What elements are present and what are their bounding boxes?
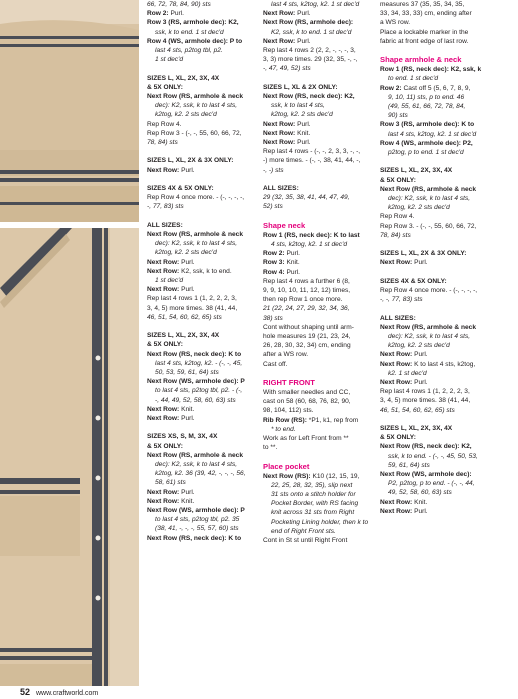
pattern-line-lead: Next Row: [380,498,413,506]
pattern-line-lead: Next Row: [147,405,180,413]
pattern-line: Next Row (WS, armhole dec): P [147,507,245,515]
pattern-line: ssk, k to end. - (-, -, 45, 50, 53, [388,452,478,460]
pattern-line: Next Row: K to last 4 sts, k2tog, [380,360,476,368]
pattern-line: 46, 51, 54, 60, 62, 65) sts [147,313,222,321]
pattern-line-lead: Next Row: [147,267,180,275]
pattern-line: end of Right Front sts. [271,527,336,535]
pattern-line: SIZES XS, S, M, 3X, 4X [147,433,218,441]
pattern-line: Rep Row 4. [147,120,182,128]
pattern-line: k2tog, k2. 2 sts dec'd [388,342,450,350]
pattern-line: 46, 51, 54, 60, 62, 65) sts [380,406,455,414]
pattern-line: & 5X ONLY: [147,442,183,450]
pattern-line: Row 2: Purl. [263,250,301,258]
pattern-line [147,322,255,331]
pattern-line: Shape armhole & neck [380,55,462,65]
pattern-line: Next Row (RS, neck dec): K to [147,534,242,542]
sleeve-cuff-photo [0,0,139,222]
pattern-line: dec): K2, ssk, k to last 4 sts, [388,195,471,203]
pattern-line: 38) sts [263,314,283,322]
pattern-line: Next Row (RS, neck dec): K2, [263,93,355,101]
pattern-column-2 [263,0,371,545]
pattern-line: 9, 9, 10, 10, 11, 12, 12) times, [263,287,351,295]
pattern-line: SIZES L, XL, 2X, 3X, 4X [147,332,220,340]
pattern-line: 1 st dec'd [155,56,184,64]
pattern-line: dec): K2, ssk, k to last 4 sts, [155,240,238,248]
pattern-line: then rep Row 1 once more. [263,296,343,304]
pattern-line: Place pocket [263,461,310,471]
pattern-line: p2tog, p to end. 1 st dec'd [388,149,464,157]
pattern-line: k2tog, k2. 2 sts dec'd [155,111,217,119]
pattern-line-lead: Next Row: [147,258,180,266]
pattern-line: -, 44, 49, 52, 58, 60, 63) sts [155,396,236,404]
pattern-line: SIZES L, XL, 2X, 3X, 4X [147,74,220,82]
pattern-line-lead: Next Row: [147,497,180,505]
pattern-line: 90) sts [388,112,408,120]
pattern-line: Row 3 (RS, armhole dec): K2, [147,19,239,27]
pattern-line: ALL SIZES: [147,221,183,229]
pattern-line: With smaller needles and CC, [263,389,351,397]
pattern-line: 4 sts, k2tog, k2. 1 st dec'd [271,241,348,249]
pattern-line-lead: Next Row: [263,10,296,18]
pattern-line: Next Row: Purl. [263,139,311,147]
pattern-line: to end. 1 st dec'd [388,75,439,83]
pattern-line: Next Row: Purl. [380,507,428,515]
pattern-line: dec): K2, ssk, k to last 4 sts, [155,461,238,469]
pattern-line: 21 (22, 24, 27, 29, 32, 34, 36, [263,305,350,313]
pattern-line [263,175,371,184]
pattern-line: 9, 10, 11) sts, p to end. 46 [388,93,465,101]
pattern-line: last 4 sts, p2tog tbl, p2. [155,47,223,55]
pattern-line-lead: Next Row: [263,120,296,128]
pattern-line: SIZES L, XL, 2X, 3X, 4X [380,167,453,175]
pattern-line-lead: Next Row: [263,129,296,137]
pattern-line: -, 77, 83) sts [147,203,184,211]
pattern-line: Pocketing Lining holder, then k to [271,518,369,526]
pattern-line: & 5X ONLY: [380,434,416,442]
pattern-line: fabric at front edge of last row. [380,37,469,45]
pattern-line: 52) sts [263,203,283,211]
pattern-line-lead: Next Row: [380,351,413,359]
pattern-line: Next Row (RS, armhole & neck [380,185,476,193]
pattern-line: Row 3 (RS, armhole dec): K to [380,121,475,129]
pattern-line: to last 4 sts, p2tog tbl, p2. - (-, [155,387,243,395]
page-number: 52 [20,687,31,697]
pattern-line [380,240,490,249]
pattern-line: after a WS row. [263,351,309,359]
pattern-line: dec): K2, ssk, k to last 4 sts, [388,333,471,341]
pattern-line: Cont without shaping until arm- [263,323,354,331]
pattern-line: 3, 4, 5) more times. 38 (41, 44, [147,304,238,312]
pattern-line: Next Row: Knit. [380,498,428,506]
pattern-line: measures 37 (35, 35, 34, 35, [380,1,465,8]
pattern-line: Place a lockable marker in the [380,28,469,36]
pattern-line: Next Row: Knit. [147,497,195,505]
pattern-line: dec): K2, ssk, k to last 4 sts, [155,102,238,110]
pattern-line [147,64,255,73]
pattern-line: ssk, k to end. 1 st dec'd [155,28,224,36]
pattern-line: Row 1 (RS, neck dec): K2, ssk, k [380,66,482,74]
pattern-line: Next Row (RS, neck dec): K to [147,350,242,358]
pattern-line: Next Row (RS, armhole dec): [263,19,354,27]
pattern-line: to last 4 sts, p2tog tbl, p2. 35 [155,516,240,524]
pattern-line-lead: Row 2: [263,250,285,258]
pattern-line: Rep last 4 rows a further 6 (8, [263,277,350,285]
pattern-line: & 5X ONLY: [147,341,183,349]
pattern-line [380,268,490,277]
pattern-line-lead: Row 3: [263,259,285,267]
pattern-line: k2tog, k2. 2 sts dec'd [388,204,450,212]
pattern-line: & 5X ONLY: [380,176,416,184]
pattern-line-lead: Rib Row (RS): [263,416,307,424]
pattern-line: Rep Row 4 once more. - (-, -, -, -, [147,194,245,202]
pattern-line: k2. 1 st dec'd [388,369,427,377]
pattern-line: hole measures 19 (21, 23, 24, [263,333,351,341]
page-footer [20,687,98,697]
pattern-line-lead: Next Row: [380,507,413,515]
pattern-line: 33, 34, 33, 33) cm, ending after [380,10,472,18]
pattern-line: 3, 3) more times. 29 (32, 35, -, -, [263,56,358,64]
pattern-line: Next Row (RS): K10 (12, 15, 19, [263,472,360,480]
pattern-line: last 4 sts, k2tog, k2. - (-, -, 45, [155,359,243,367]
pattern-line: Rep Row 4. [380,213,415,221]
pattern-line: ssk, k to last 4 sts, [271,102,325,110]
pattern-line: Rep last 4 rows 2 (2, 2, -, -, -, 3, [263,47,356,55]
pattern-line: Next Row: Purl. [147,166,195,174]
pattern-line: Next Row (WS, armhole dec): P [147,378,245,386]
pattern-line-lead: Row 2: [380,84,402,92]
pattern-line: Next Row: Purl. [263,10,311,18]
pattern-line: Next Row: Purl. [380,379,428,387]
pattern-line: SIZES L, XL, 2X & 3X ONLY: [380,250,467,258]
pattern-line: SIZES L, XL & 2X ONLY: [263,83,338,91]
pattern-line: Next Row: Purl. [380,259,428,267]
pattern-line: last 4 sts, k2tog, k2. 1 st dec'd [271,1,360,8]
pattern-line: 26, 28, 30, 32, 34) cm, ending [263,342,351,350]
pattern-line-lead: Next Row: [147,415,180,423]
pattern-column-3 [380,0,490,516]
pattern-line: ALL SIZES: [263,185,299,193]
pattern-line [380,46,490,55]
pattern-line-lead: Next Row: [147,286,180,294]
pattern-line: 29 (32, 35, 38, 41, 44, 47, 49, [263,194,350,202]
pattern-line: Shape neck [263,220,306,230]
pattern-line: Row 4 (WS, armhole dec): P to [147,37,243,45]
pattern-line: Next Row (RS, armhole & neck [380,323,476,331]
pattern-line: Row 1 (RS, neck dec): K to last [263,231,360,239]
pattern-line: Cont in St st until Right Front [263,537,348,545]
pattern-line: to **. [263,444,278,452]
photo-strip [0,0,139,686]
pattern-line: Next Row: Knit. [263,129,311,137]
pattern-line: RIGHT FRONT [263,378,315,388]
pattern-line: Row 2: Cast off 5 (5, 6, 7, 8, 9, [380,84,471,92]
pattern-line: Row 4: Purl. [263,268,301,276]
pattern-line: a WS row. [380,19,411,27]
pattern-line: -, -, 77, 83) sts [380,296,423,304]
cardigan-pocket-illustration [0,228,139,686]
pattern-line: knit across 31 sts from Right [271,509,355,517]
site-url: www.craftworld.com [35,690,99,697]
pattern-line [380,157,490,166]
pattern-line: * to end. [271,425,296,433]
pattern-column-1 [147,0,255,543]
pattern-line: Next Row (RS, neck dec): K2, [380,443,472,451]
pattern-line: Next Row: Purl. [147,286,195,294]
pattern-line: Next Row: Purl. [263,120,311,128]
pattern-line [263,452,371,461]
pattern-line: 78, 84) sts [380,231,411,239]
pattern-line: Rep Row 3. - (-, -, 55, 60, 66, 72, [380,222,477,230]
pattern-line: (38, 41, -, -, -, 55, 57, 60) sts [155,525,239,533]
pattern-line: 1 st dec'd [155,277,184,285]
pattern-line: k2tog, k2. 36 (39, 42, -, -, -, 56, [155,470,246,478]
pattern-line: k2tog, k2. 2 sts dec'd [271,111,333,119]
pattern-line-lead: Row 4: [263,268,285,276]
pattern-line: cast on 58 (60, 68, 76, 82, 90, [263,398,351,406]
pattern-line: Rep last 4 rows 1 (1, 2, 2, 2, 3, [380,388,470,396]
pattern-line: Next Row (RS, armhole & neck [147,451,243,459]
pattern-line: 22, 25, 28, 32, 35), slip next [271,481,353,489]
pattern-line: K2, ssk, k to end. 1 st dec'd [271,28,352,36]
pattern-line: Rib Row (RS): *P1, k1, rep from [263,416,359,424]
pattern-line-lead: Next Row: [263,139,296,147]
pattern-line-lead: Next Row: [147,488,180,496]
pattern-line [263,74,371,83]
pattern-line: SIZES 4X & 5X ONLY: [380,277,447,285]
pattern-line: Rep last 4 rows 1 (1, 2, 2, 2, 3, [147,295,237,303]
pattern-line: SIZES L, XL, 2X, 3X, 4X [380,425,453,433]
pattern-line: Next Row: Purl. [147,488,195,496]
pattern-line: Pocket Border, with RS facing [271,500,359,508]
pattern-line [147,147,255,156]
sleeve-cuff-illustration [0,0,139,222]
pattern-line [380,415,490,424]
pattern-line: Next Row: Purl. [263,37,311,45]
pattern-line-lead: Next Row: [263,37,296,45]
pattern-line: SIZES 4X & 5X ONLY: [147,185,214,193]
pattern-line: 49, 52, 58, 60, 63) sts [388,489,452,497]
pattern-line: Next Row (WS, armhole dec): [380,471,472,479]
pattern-line: 66, 72, 78, 84, 90) sts [147,1,211,8]
pattern-line: & 5X ONLY: [147,83,183,91]
pattern-line: ALL SIZES: [380,314,416,322]
pattern-line: Next Row: Knit. [147,405,195,413]
pattern-line-lead: Next Row: [380,360,413,368]
pattern-line: -, -) sts [263,166,284,174]
pattern-line-lead: Row 2: [147,10,169,18]
pattern-line: Next Row: Purl. [380,351,428,359]
pattern-line: SIZES L, XL, 2X & 3X ONLY: [147,157,234,165]
pattern-line: 58, 61) sts [155,479,186,487]
pattern-line: P2, p2tog, p to end. - (-, -, 44, [388,480,475,488]
pattern-line: 59, 61, 64) sts [388,461,430,469]
pattern-line: Cast off. [263,360,288,368]
cardigan-pocket-photo [0,228,139,686]
pattern-line: Row 4 (WS, armhole dec): P2, [380,139,473,147]
pattern-line [263,212,371,221]
pattern-line: 3, 4, 5) more times. 38 (41, 44, [380,397,471,405]
pattern-line: last 4 sts, k2tog, k2. 1 st dec'd [388,130,477,138]
pattern-line: Next Row: K2, ssk, k to end. [147,267,232,275]
pattern-line: 50, 53, 59, 61, 64) sts [155,369,219,377]
pattern-line [263,369,371,378]
pattern-line: Next Row (RS, armhole & neck [147,231,243,239]
pattern-line-lead: Next Row: [380,259,413,267]
pattern-line: Next Row: Purl. [147,258,195,266]
pattern-line: -, 47, 49, 52) sts [263,65,311,73]
pattern-line [147,175,255,184]
pattern-line: Work as for Left Front from ** [263,435,349,443]
pattern-line: -) more times. - (-, -, 38, 41, 44, -, [263,157,361,165]
pattern-line: Row 3: Knit. [263,259,300,267]
pattern-line: Rep Row 3 - (-, -, 55, 60, 66, 72, [147,129,242,137]
pattern-line: k2tog, k2. 2 sts dec'd [155,249,217,257]
pattern-line: Rep Row 4 once more. - (-, -, -, -, [380,287,478,295]
pattern-line-lead: Next Row: [380,379,413,387]
pattern-line: Row 2: Purl. [147,10,185,18]
pattern-line-lead: Next Row (RS): [263,472,311,480]
pattern-line: (49, 55, 61, 66, 72, 78, 84, [388,103,466,111]
pattern-line [147,423,255,432]
pattern-line [380,304,490,313]
pattern-line: 31 sts onto a stitch holder for [271,491,356,499]
pattern-line [147,212,255,221]
pattern-line: 98, 104, 112) sts. [263,407,314,415]
pattern-line: Next Row: Purl. [147,415,195,423]
pattern-line-lead: Next Row: [147,166,180,174]
pattern-line: Next Row (RS, armhole & neck [147,93,243,101]
pattern-line: 78, 84) sts [147,139,178,147]
pattern-line: Rep last 4 rows - (-, -, 2, 3, 3, -, -, [263,148,361,156]
